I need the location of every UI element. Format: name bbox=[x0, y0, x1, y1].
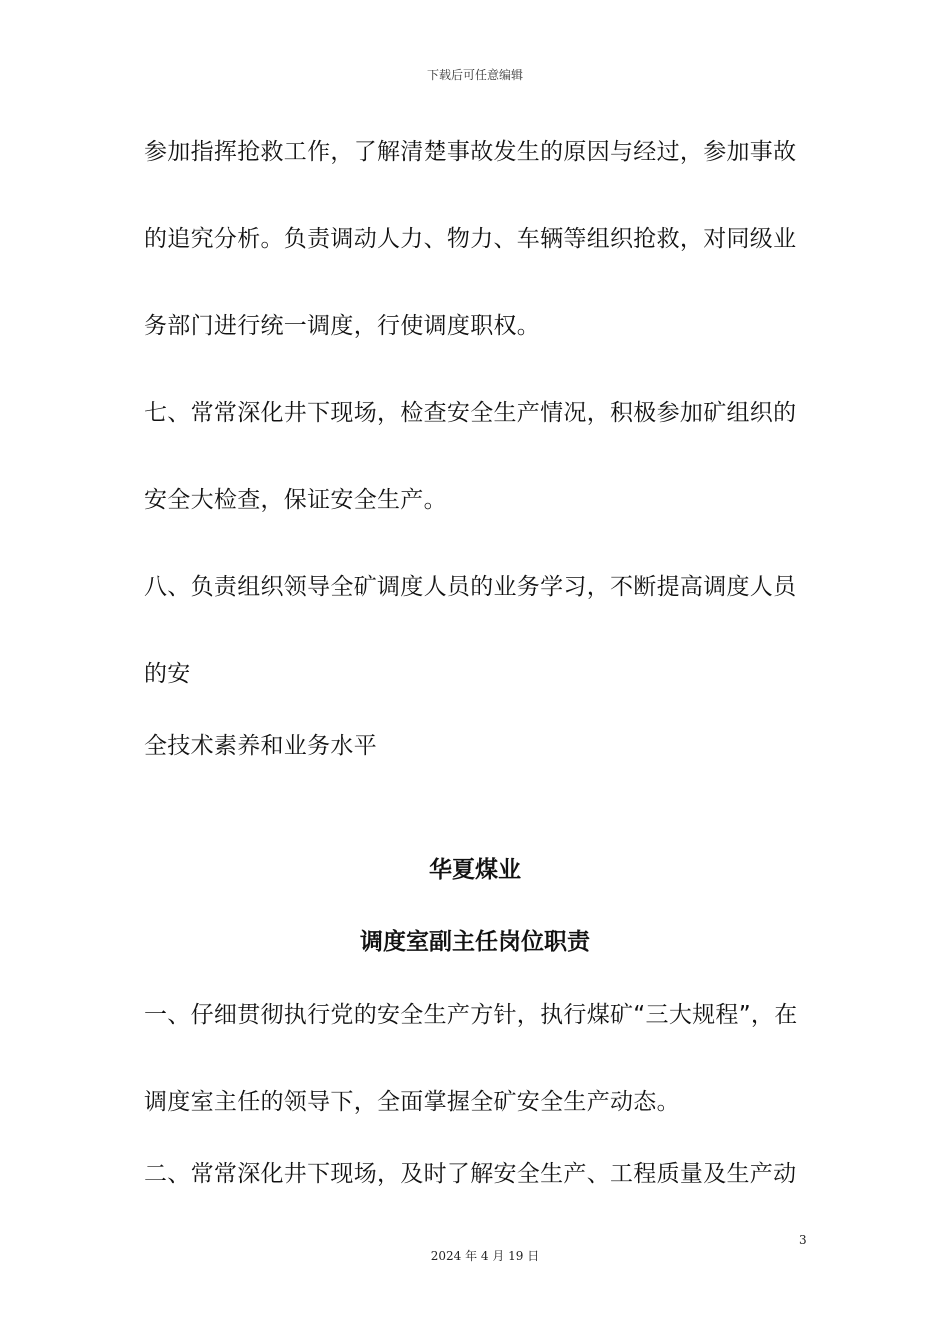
body-line-8: 全技术素养和业务水平 bbox=[144, 733, 377, 759]
body-line-2: 的追究分析。负责调动人力、物力、车辆等组织抢救，对同级业 bbox=[144, 226, 797, 252]
footer-date: 2024 年 4 月 19 日 bbox=[430, 1249, 540, 1263]
body-line-3: 务部门进行统一调度，行使调度职权。 bbox=[144, 313, 541, 339]
page-number: 3 bbox=[799, 1233, 807, 1247]
section-line-1: 一、仔细贯彻执行党的安全生产方针，执行煤矿“三大规程”，在 bbox=[144, 1002, 798, 1028]
body-line-7: 的安 bbox=[144, 661, 191, 687]
body-line-4: 七、常常深化井下现场，检查安全生产情况，积极参加矿组织的 bbox=[144, 400, 797, 426]
body-line-1: 参加指挥抢救工作，了解清楚事故发生的原因与经过，参加事故 bbox=[144, 139, 797, 165]
section-line-2: 调度室主任的领导下，全面掌握全矿安全生产动态。 bbox=[144, 1089, 680, 1115]
section-title: 华夏煤业 bbox=[429, 857, 521, 883]
body-line-5: 安全大检查，保证安全生产。 bbox=[144, 487, 447, 513]
header-note: 下载后可任意编辑 bbox=[426, 68, 523, 82]
body-line-6: 八、负责组织领导全矿调度人员的业务学习，不断提高调度人员 bbox=[144, 574, 797, 600]
section-line-3: 二、常常深化井下现场，及时了解安全生产、工程质量及生产动 bbox=[144, 1161, 797, 1187]
section-subtitle: 调度室副主任岗位职责 bbox=[360, 929, 590, 955]
